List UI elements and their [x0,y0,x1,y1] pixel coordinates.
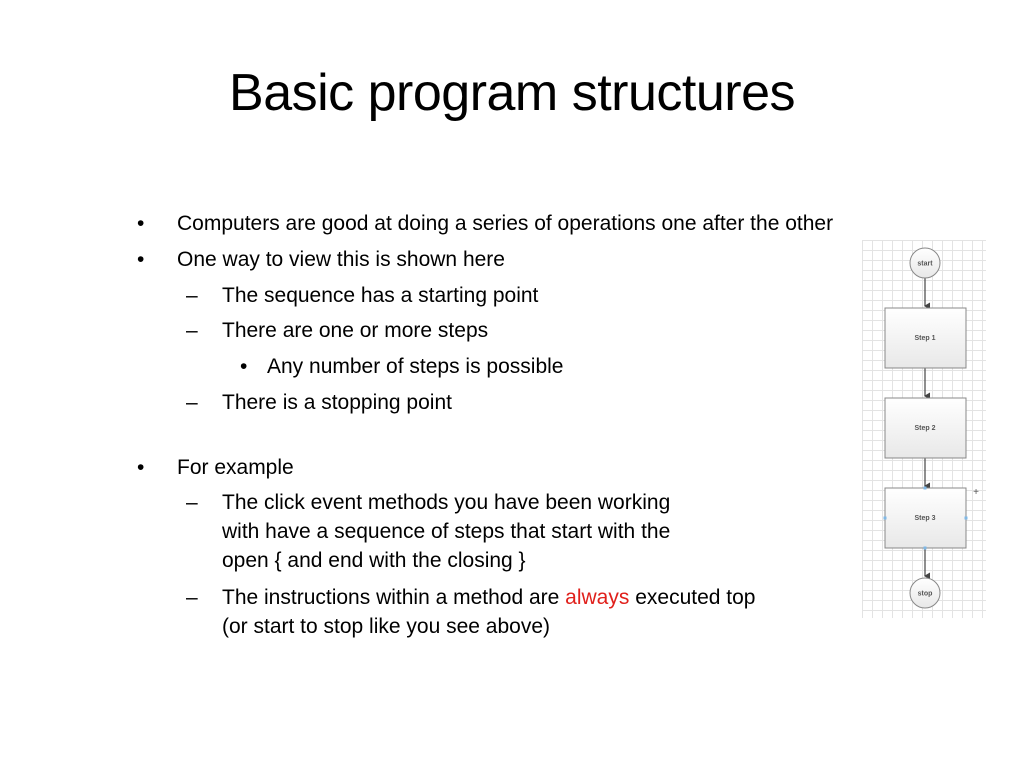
flow-step-3 [884,487,968,550]
subsubbullet-any-number: Any number of steps is possible [267,355,564,378]
subbullet-starting-point: The sequence has a starting point [222,284,539,307]
dash-marker: – [186,284,198,307]
bullet-for-example: For example [177,456,294,479]
flowchart [862,240,986,618]
bullet-marker: • [137,248,145,271]
subbullet-instructions [222,584,755,611]
subbullet-steps: There are one or more steps [222,319,489,342]
stop-label: stop [917,590,933,598]
start-label: start [917,260,933,268]
bullet-one-way: One way to view this is shown here [177,248,505,271]
selection-handle [884,517,887,520]
flow-stop-node [910,578,940,608]
instructions-text-end: executed top [629,586,756,609]
subbullet-instructions-line2: (or start to stop like you see above) [222,615,550,638]
plus-icon: + [973,487,979,498]
subbullet-click-event-line3: open { and end with the closing } [222,549,526,572]
selection-handle [924,547,927,550]
selection-handle [965,517,968,520]
flowchart-svg [862,240,986,618]
bullet-marker: • [240,355,248,378]
step-1-label: Step 1 [914,335,936,342]
dash-marker: – [186,391,198,414]
emphasis-always: always [565,586,630,609]
flow-start-node [910,248,940,278]
flow-step-1 [885,308,966,368]
dash-marker: – [186,319,198,342]
subbullet-click-event-line2: with have a sequence of steps that start with the [222,520,671,543]
flow-step-2 [885,398,966,458]
dash-marker: – [186,491,198,514]
bullet-computers: Computers are good at doing a series of operations one after the other [177,212,834,235]
instructions-text: The instructions within a method are [222,586,566,609]
slide-title: Basic program structures [229,64,795,122]
step-2-label: Step 2 [914,425,936,432]
selection-handle [924,487,927,490]
subbullet-stopping-point: There is a stopping point [222,391,452,414]
step-3-label: Step 3 [914,515,936,522]
dash-marker: – [186,586,198,609]
bullet-marker: • [137,456,145,479]
subbullet-click-event-line1: The click event methods you have been working [222,491,671,514]
bullet-marker: • [137,212,145,235]
